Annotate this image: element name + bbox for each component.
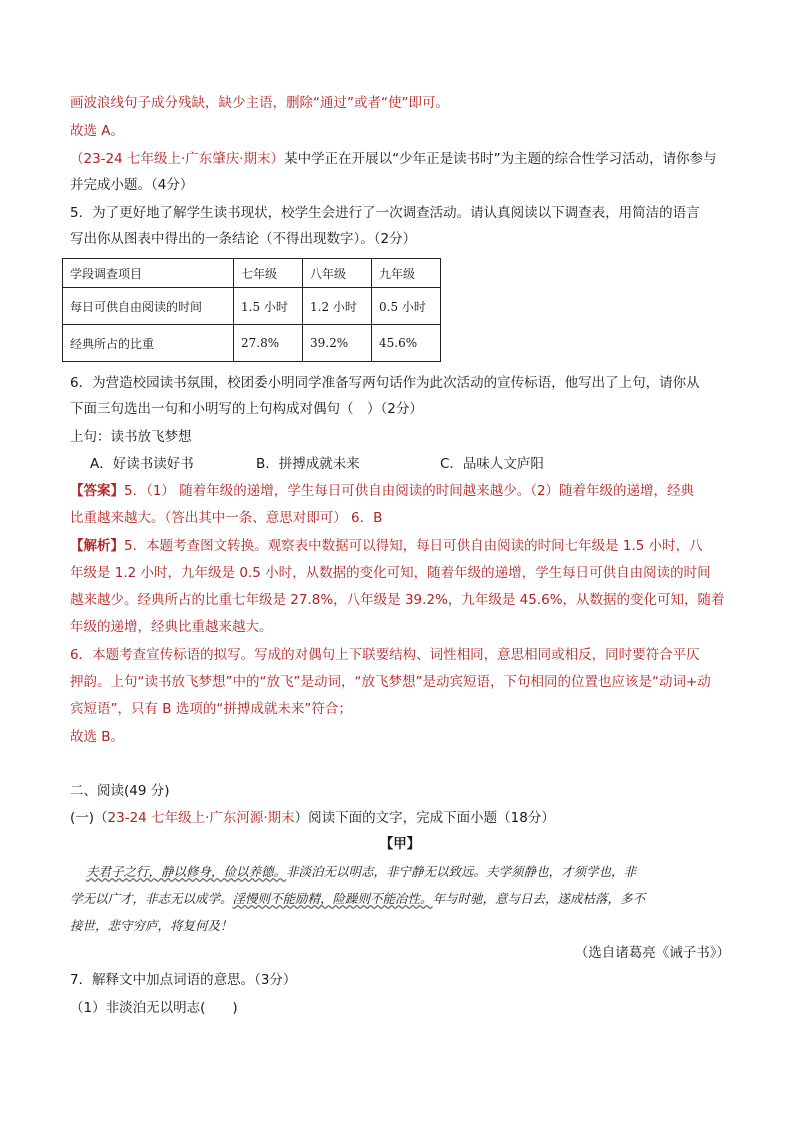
question-5-line: 5．为了更好地了解学生读书现状，校学生会进行了一次调查活动。请认真阅读以下调查表，用简洁的语言: [70, 205, 700, 221]
text-span: 5．本题考查图文转换。观察表中数据可以得知，每日可供自由阅读的时间七年级是 1.5 小时，八: [124, 538, 703, 554]
table-cell: 1.5 小时: [234, 288, 303, 325]
text-span: 非淡泊无以明志，非宁静无以致远。夫学须静也，才须学也，非: [286, 864, 637, 879]
analysis-tag: 【解析】: [70, 538, 124, 554]
table-header: 学段调查项目: [63, 259, 234, 288]
table-cell: 1.2 小时: [303, 288, 372, 325]
text-line: 故选 A。: [70, 123, 125, 139]
option-b: B．拼搏成就未来: [256, 456, 360, 472]
text-span: 某中学正在开展以“少年正是读书时”为主题的综合性学习活动，请你参与: [284, 151, 717, 167]
table-header: 九年级: [372, 259, 441, 288]
question-7-line: （1）非淡泊无以明志( ): [70, 1000, 238, 1016]
passage-intro: [70, 808, 555, 828]
classical-text-line: 接世，悲守穷庐，将复何及！: [70, 918, 233, 933]
passage-heading: 【甲】: [379, 836, 421, 852]
table-cell: 39.2%: [303, 325, 372, 362]
passage-source: （选自诸葛亮《诫子书》）: [574, 945, 730, 961]
survey-table: [62, 258, 441, 362]
question-6-line: 上句：读书放飞梦想: [70, 429, 192, 445]
answer-line: 比重越来越大。（答出其中一条、意思对即可） 6．B: [70, 510, 383, 526]
text-span: 年与时驰，意与日去，遂成枯落，多不: [432, 891, 646, 906]
table-row: [63, 325, 441, 362]
text-line: 画波浪线句子成分残缺，缺少主语，删除“通过”或者“使”即可。: [70, 95, 449, 111]
option-a: A．好读书读好书: [90, 456, 194, 472]
section-title: 二、阅读(49 分): [70, 783, 170, 799]
analysis-line: 宾短语”，只有 B 选项的“拼搏成就未来”符合；: [70, 701, 352, 717]
classical-text-line: [86, 862, 636, 882]
question-5-line: 写出你从图表中得出的一条结论（不得出现数字）。（2分）: [70, 231, 417, 247]
analysis-line: [70, 536, 703, 556]
source-ref: （23-24 七年级上·广东肇庆·期末）: [70, 151, 285, 167]
text-span: 5．（1） 随着年级的递增，学生每日可供自由阅读的时间越来越少。（2）随着年级的递增，经典: [124, 483, 695, 499]
text-span: (一)（: [70, 810, 108, 826]
table-cell: 0.5 小时: [372, 288, 441, 325]
analysis-line: 6．本题考查宣传标语的拟写。写成的对偶句上下联要结构、词性相同，意思相同或相反，同时要符合平仄: [70, 647, 700, 663]
classical-text-line: [70, 889, 645, 909]
option-c: C．品味人文庐阳: [440, 456, 544, 472]
question-6-line: 6．为营造校园读书氛围，校团委小明同学准备写两句话作为此次活动的宣传标语，他写出了上句，请你从: [70, 375, 700, 391]
analysis-line: 押韵。上句“读书放飞梦想”中的“放飞”是动词，“放飞梦想”是动宾短语，下句相同的位置也应该是“动词+动: [70, 674, 711, 690]
underlined-sentence: 夫君子之行，静以修身，俭以养德。: [86, 864, 287, 879]
table-header-row: [63, 259, 441, 288]
text-span: 学无以广才，非志无以成学。: [70, 891, 233, 906]
underlined-sentence: 淫慢则不能励精，险躁则不能冶性。: [232, 891, 433, 906]
table-header: 八年级: [303, 259, 372, 288]
text-span: ）阅读下面的文字，完成下面小题（18分）: [294, 810, 555, 826]
analysis-line: 年级是 1.2 小时，九年级是 0.5 小时，从数据的变化可知，随着年级的递增，学生每日可供自由阅读的时间: [70, 565, 711, 581]
analysis-line: 故选 B。: [70, 729, 125, 745]
source-ref: 23-24 七年级上·广东河源·期末: [107, 810, 295, 826]
intro-line: [70, 149, 717, 169]
question-6-line: 下面三句选出一句和小明写的上句构成对偶句（ ）（2分）: [70, 401, 423, 417]
table-header: 七年级: [234, 259, 303, 288]
text-line: 并完成小题。（4分）: [70, 177, 194, 193]
table-cell: 每日可供自由阅读的时间: [63, 288, 234, 325]
analysis-line: 越来越少。经典所占的比重七年级是 27.8%，八年级是 39.2%，九年级是 45.6%，从数据的变化可知，随着: [70, 592, 725, 608]
answer-line: [70, 481, 694, 501]
table-cell: 27.8%: [234, 325, 303, 362]
analysis-line: 年级的递增，经典比重越来越大。: [70, 619, 273, 635]
answer-tag: 【答案】: [70, 483, 124, 499]
question-7-line: 7．解释文中加点词语的意思。（3分）: [70, 972, 297, 988]
table-cell: 经典所占的比重: [63, 325, 234, 362]
table-row: [63, 288, 441, 325]
table-cell: 45.6%: [372, 325, 441, 362]
